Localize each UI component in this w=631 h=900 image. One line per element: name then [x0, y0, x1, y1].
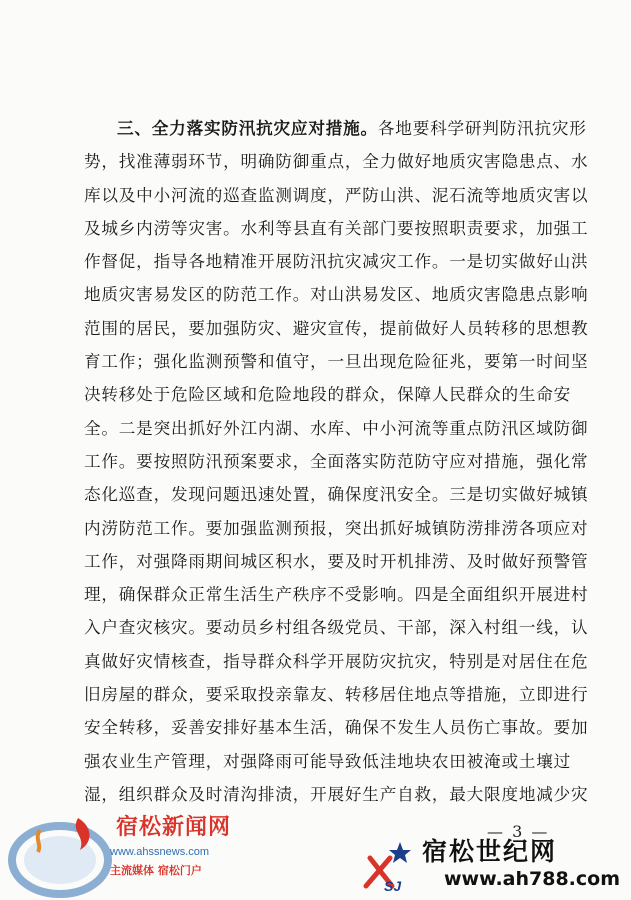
watermark-ahssnews — [0, 808, 260, 900]
section-heading: 三、全力落实防汛抗灾应对措施。 — [117, 118, 378, 138]
text-line: 湿，组织群众及时清沟排渍，开展好生产自救，最大限度地减少灾 — [84, 784, 589, 804]
page-number: — 3 — — [487, 822, 550, 841]
ahssnews-url: www.ahssnews.com — [110, 846, 210, 858]
text-line: 及城乡内涝等灾害。水利等县直有关部门要按照职责要求，加强工 — [84, 218, 589, 238]
text-line: 地质灾害易发区的防范工作。对山洪易发区、地质灾害隐患点影响 — [84, 285, 589, 305]
text-line: 三、全力落实防汛抗灾应对措施。各地要科学研判防汛抗灾形 — [117, 118, 587, 138]
text-line: 态化巡查，发现问题迅速处置，确保度汛安全。三是切实做好城镇 — [84, 485, 589, 505]
text-line: 育工作；强化监测预警和值守，一旦出现危险征兆，要第一时间坚 — [84, 352, 589, 372]
ahssnews-name: 宿松新闻网 — [116, 815, 232, 840]
ah788-url: www.ah788.com — [444, 868, 621, 890]
text-line: 旧房屋的群众，要采取投亲靠友、转移居住地点等措施，立即进行 — [84, 685, 589, 705]
text-line: 真做好灾情核查，指导群众科学开展防灾抗灾，特别是对居住在危 — [84, 651, 589, 671]
ahssnews-slogan: 主流媒体 宿松门户 — [110, 864, 202, 877]
text-line: 入户查灾核灾。要动员乡村组各级党员、干部，深入村组一线，认 — [84, 618, 589, 638]
text-line: 内涝防范工作。要加强监测预报，突出抓好城镇防涝排涝各项应对 — [84, 518, 589, 538]
text-line: 决转移处于危险区域和危险地段的群众，保障人民群众的生命安 — [84, 385, 572, 405]
text-line: 工作，对强降雨期间城区积水，要及时开机排涝、及时做好预警管 — [84, 551, 589, 571]
text-line: 势，找准薄弱环节，明确防御重点，全力做好地质灾害隐患点、水 — [84, 152, 589, 172]
text-line: 全。二是突出抓好外江内湖、水库、中小河流等重点防汛区域防御 — [84, 418, 589, 438]
text-line: 作督促，指导各地精准开展防汛抗灾减灾工作。一是切实做好山洪 — [84, 252, 589, 272]
document-body — [84, 112, 589, 811]
watermark-ah788 — [360, 828, 631, 900]
text-line: 库以及中小河流的巡查监测调度，严防山洪、泥石流等地质灾害以 — [84, 185, 589, 205]
text-line: 理，确保群众正常生活生产秩序不受影响。四是全面组织开展进村 — [84, 585, 589, 605]
text-line: 工作。要按照防汛预案要求，全面落实防范防守应对措施，强化常 — [84, 451, 589, 471]
globe-logo-icon — [0, 808, 120, 900]
ah788-name: 宿松世纪网 — [422, 837, 558, 866]
text-line: 强农业生产管理，对强降雨可能导致低洼地块农田被淹或土壤过 — [84, 751, 572, 771]
text-line: 范围的居民，要加强防灾、避灾宣传，提前做好人员转移的思想教 — [84, 318, 589, 338]
sj-logo-text: SJ — [384, 878, 402, 894]
text-line: 安全转移，妥善安排好基本生活，确保不发生人员伤亡事故。要加 — [84, 718, 589, 738]
